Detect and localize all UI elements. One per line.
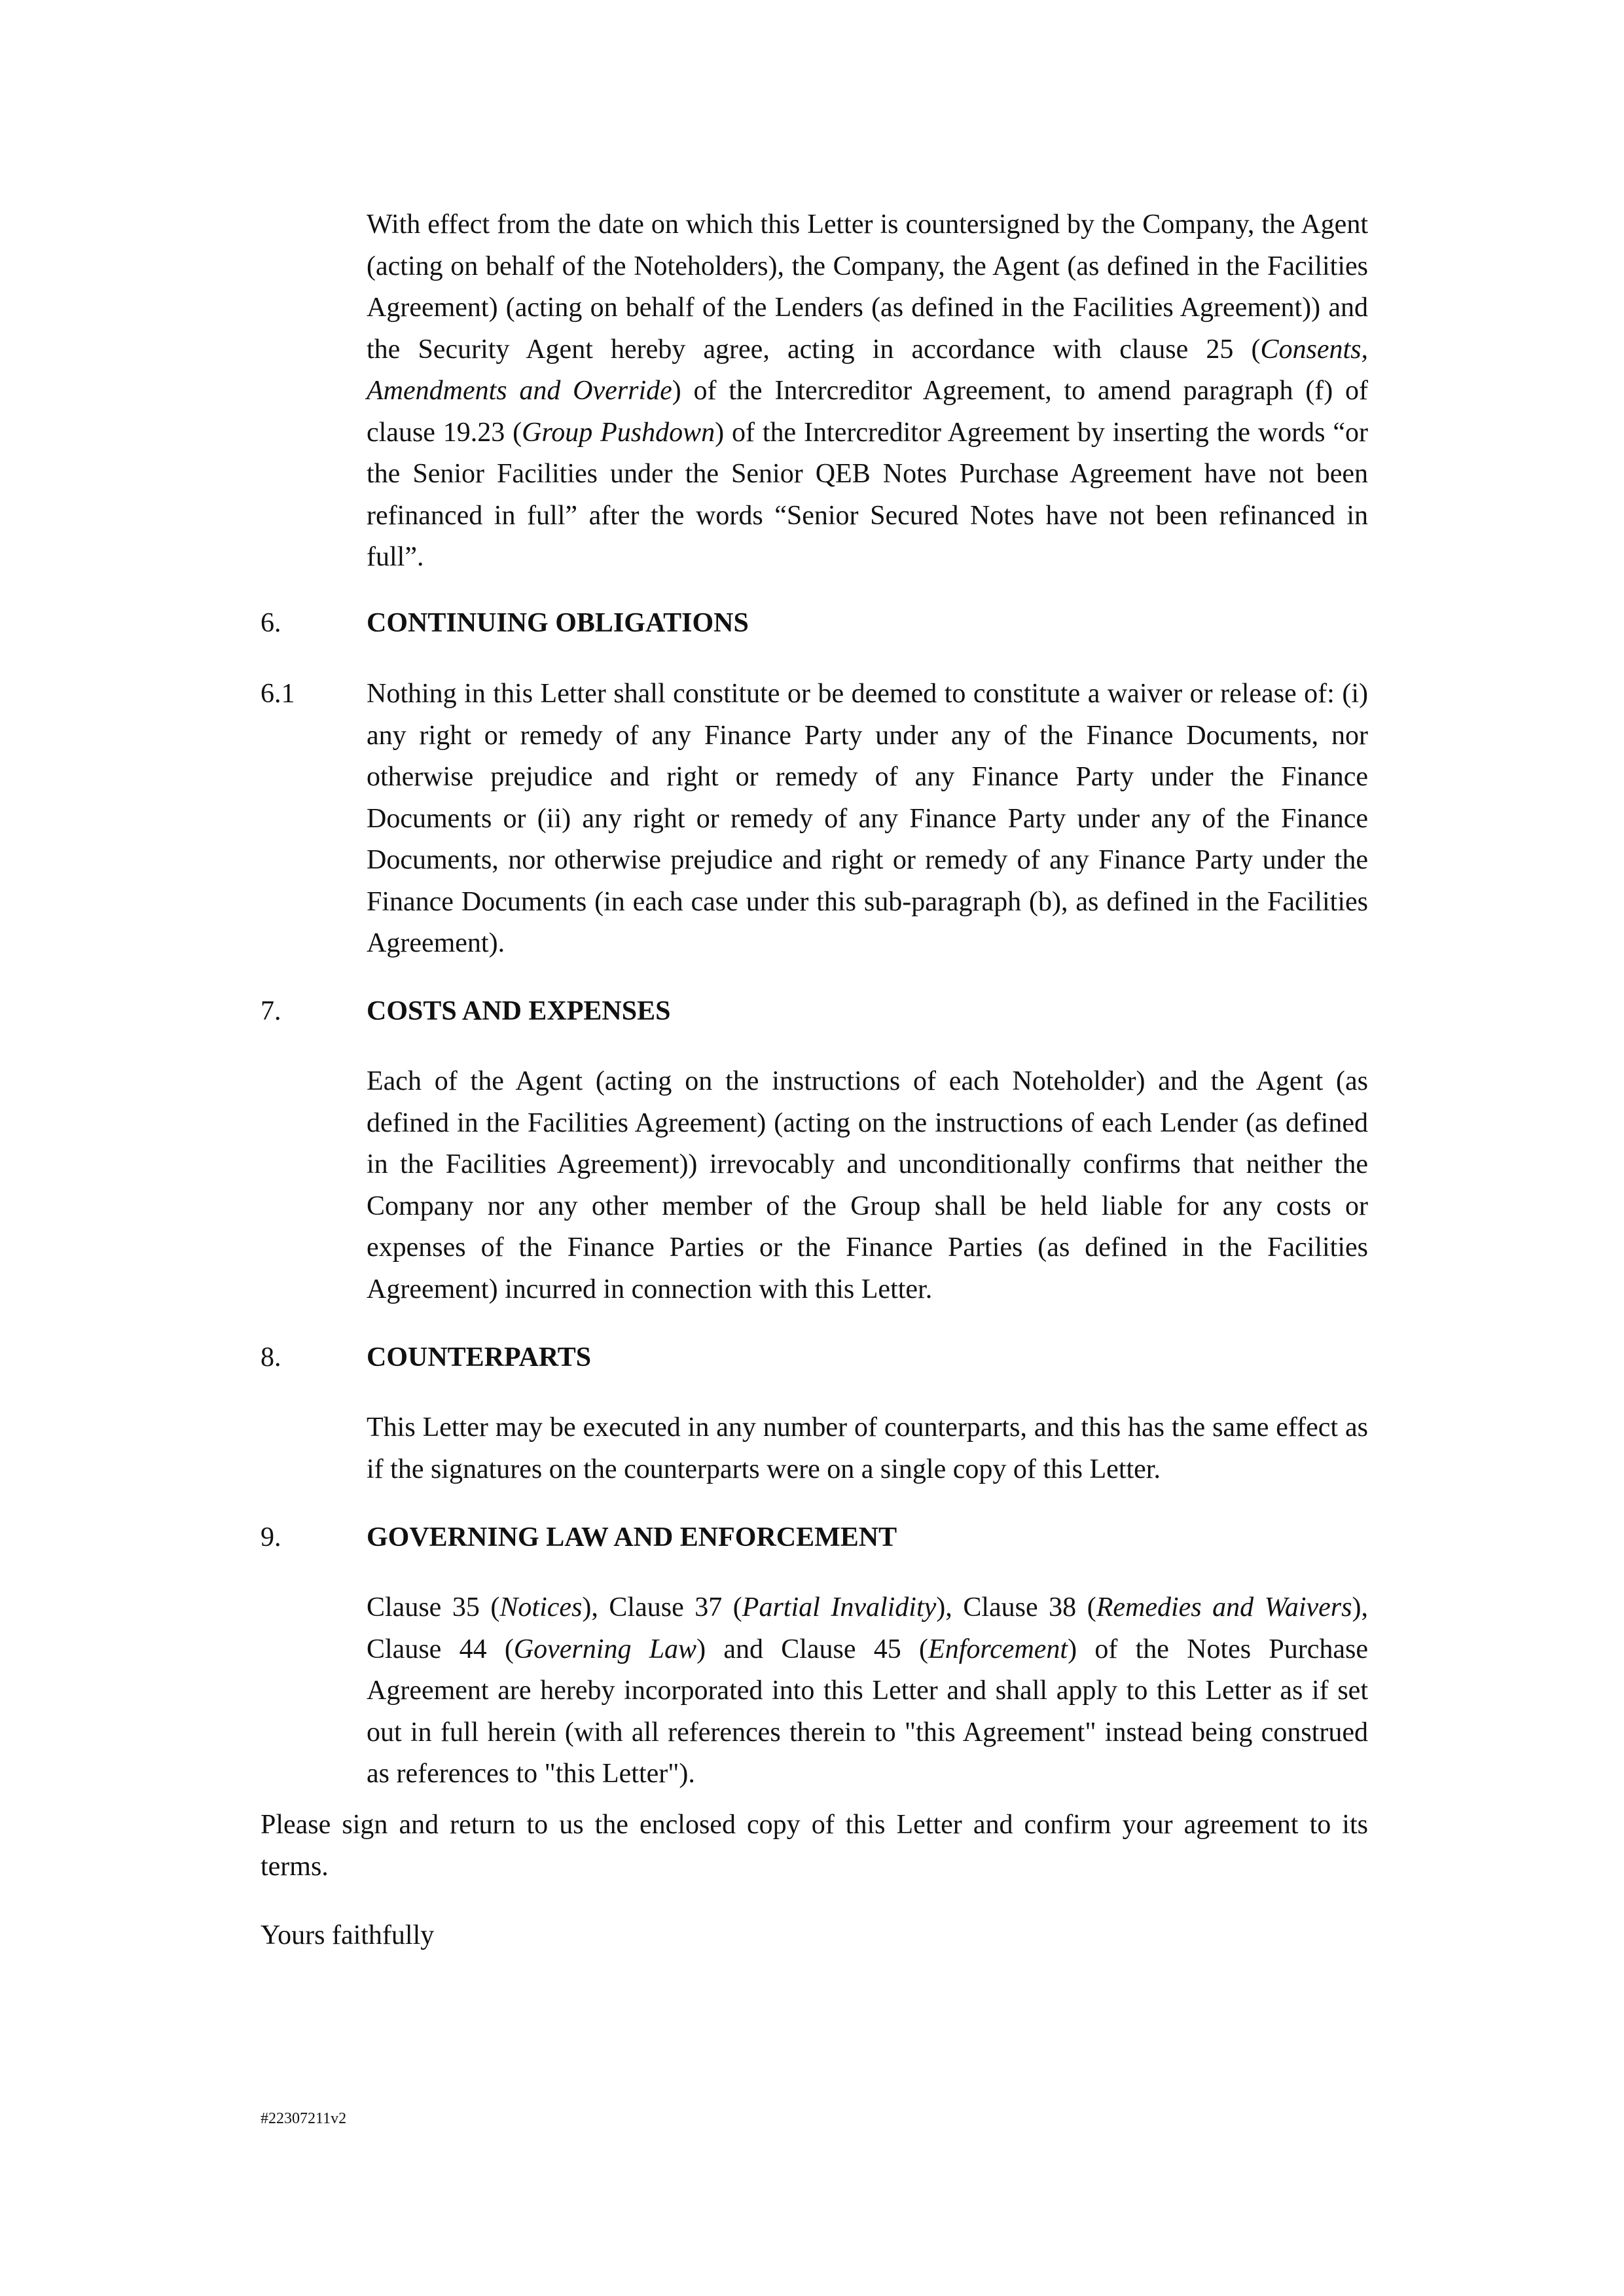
s9-italic-governing-law: Governing Law [513, 1634, 697, 1664]
section-7-number: 7. [261, 996, 281, 1026]
section-7-paragraph: Each of the Agent (acting on the instructions of each Noteholder) and the Agent (as defined in the Facilities Agreement) (acting on the instructions of each Lender (as defined in the Facilities Agreement)) irrevocably and unconditionally confirms that neither the Company nor any other member of the Group shall be held liable for any costs or expenses of the Finance Parties or the Finance Parties (as defined in the Facilities Agreement) incurred in connection with this Letter. [367, 1066, 1368, 1304]
intro-italic-group-pushdown: Group Pushdown [522, 417, 715, 448]
s9-text-5: ) and Clause 45 ( [696, 1634, 929, 1664]
section-9-number: 9. [261, 1522, 281, 1552]
s9-italic-notices: Notices [499, 1592, 583, 1623]
section-9-heading: GOVERNING LAW AND ENFORCEMENT [367, 1522, 897, 1552]
s9-italic-partial-invalidity: Partial Invalidity [742, 1592, 937, 1623]
section-6-1-number: 6.1 [261, 679, 295, 709]
s9-italic-enforcement: Enforcement [928, 1634, 1068, 1664]
closing-request: Please sign and return to us the enclosed copy of this Letter and confirm your agreement to its terms. [261, 1810, 1368, 1882]
s9-text-2: ), Clause 37 ( [582, 1592, 742, 1623]
document-reference: #22307211v2 [261, 2110, 347, 2127]
section-8-heading: COUNTERPARTS [367, 1342, 592, 1372]
s9-text-1: Clause 35 ( [367, 1592, 500, 1623]
section-9-paragraph [367, 1587, 1368, 1795]
section-8-number: 8. [261, 1342, 281, 1372]
s9-italic-remedies-waivers: Remedies and Waivers [1096, 1592, 1352, 1623]
section-8-paragraph: This Letter may be executed in any number of counterparts, and this has the same effect as if the signatures on the counterparts were on a single copy of this Letter. [367, 1412, 1368, 1484]
section-6-1-paragraph: Nothing in this Letter shall constitute or be deemed to constitute a waiver or release of: (i) any right or remedy of any Finance Party under any of the Finance Documents, nor otherwise prejudice and right or remedy of any Finance Party under the Finance Documents or (ii) any right or remedy of any Finance Party under any of the Finance Documents, nor otherwise prejudice and right or remedy of any Finance Party under the Finance Documents (in each case under this sub-paragraph (b), as defined in the Facilities Agreement). [367, 679, 1368, 958]
intro-text-2: ) of the Intercreditor Agreement, to amend paragraph (f) of clause 19.23 ( [367, 376, 1369, 448]
intro-text-3: ) of the Intercreditor Agreement by inserting the words “or the Senior Facilities under the Senior QEB Notes Purchase Agreement have not been refinanced in full” after the words “Senior Secured Notes have not been refinanced in full”. [367, 417, 1368, 572]
intro-text-1: With effect from the date on which this Letter is countersigned by the Company, the Agent (acting on behalf of the Noteholders), the Company, the Agent (as defined in the Facilities Agreement) (acting on behalf of the Lenders (as defined in the Facilities Agreement)) and the Security Agent hereby agree, acting in accordance with clause 25 ( [367, 209, 1368, 365]
section-6-heading: CONTINUING OBLIGATIONS [367, 608, 749, 638]
section-7-heading: COSTS AND EXPENSES [367, 996, 671, 1026]
intro-paragraph [367, 204, 1368, 579]
s9-text-4: ), Clause 44 ( [367, 1592, 1369, 1664]
s9-text-3: ), Clause 38 ( [936, 1592, 1096, 1623]
closing-salutation: Yours faithfully [261, 1920, 435, 1950]
s9-text-6: ) of the Notes Purchase Agreement are hereby incorporated into this Letter and shall apply to this Letter as if set out in full herein (with all references therein to "this Agreement" instead being construed as references to "this Letter"). [367, 1634, 1369, 1789]
intro-italic-consents: Consents, Amendments and Override [367, 334, 1368, 406]
section-6-number: 6. [261, 608, 281, 638]
